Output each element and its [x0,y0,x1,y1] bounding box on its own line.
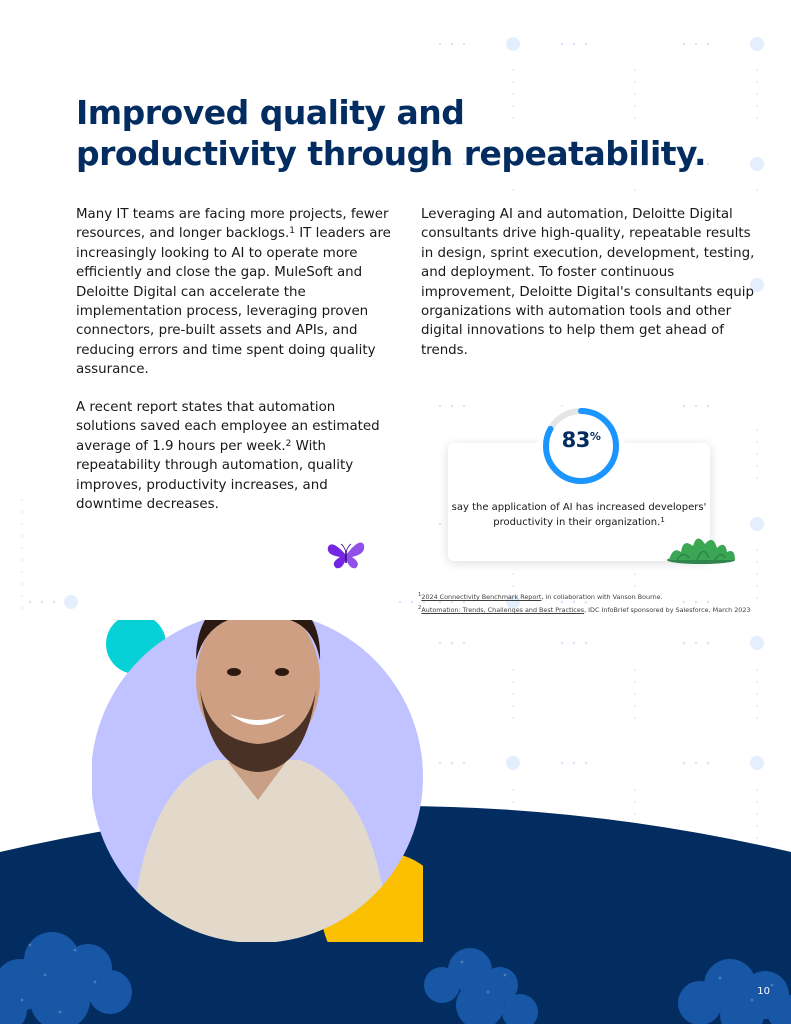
footnotes [418,590,788,616]
stat-value [541,428,621,452]
page-title [76,92,716,174]
shrub-icon [663,530,739,564]
stat-description-text: say the application of AI has increased developers' productivity in their organization. [451,502,707,528]
body-paragraph-2 [76,398,391,514]
footnote-1-text: , in collaboration with Vanson Bourne. [541,593,663,602]
stat-number: 83 [561,428,590,452]
title-line-1: Improved quality and [76,93,465,132]
paragraph-1-text-continued: IT leaders are increasingly looking to AI to operate more efficiently and close the gap. MuleSoft and Deloitte Digital can accelerate the implementation process, leveraging proven connectors, pre-built assets and APIs, and reducing errors and time spent doing quality assurance. [76,226,391,378]
paragraph-2-text-continued: With repeatability through automation, quality improves, productivity increases, and downtime decreases. [76,438,354,513]
footnote-2-text: , IDC InfoBrief sponsored by Salesforce, March 2023 [584,606,751,615]
paragraph-2-text: A recent report states that automation solutions saved each employee an estimated average of 1.9 hours per week. [76,400,380,454]
footnote-1-marker: 1 [418,592,422,598]
stat-unit: % [589,430,601,443]
page-number: 10 [757,986,770,997]
footnote-1 [418,590,788,603]
stat-footnote-reference: 1 [660,516,665,524]
paragraph-1-text: Many IT teams are facing more projects, fewer resources, and longer backlogs. [76,207,389,242]
title-line-2: productivity through repeatability. [76,134,707,173]
footnote-reference-2: 2 [285,438,292,449]
body-paragraph-1 [76,205,391,380]
body-paragraph-3: Leveraging AI and automation, Deloitte Digital consultants drive high-quality, repeatable results in design, sprint execution, development, testing, and deployment. To foster continuous improvement, Deloitte Digital's consultants equip organizations with automation tools and other digital innovations to help them get ahead of trends. [421,207,755,358]
portrait-illustration [92,620,423,942]
butterfly-icon [326,537,366,571]
footnote-2-marker: 2 [418,605,422,612]
footnote-reference-1: 1 [289,226,295,237]
footnote-2-link[interactable]: Automation: Trends, Challenges and Best Practices [421,606,585,615]
footnote-2 [418,603,788,616]
stat-description [448,500,710,530]
footnote-1-link[interactable]: 2024 Connectivity Benchmark Report [421,593,542,602]
